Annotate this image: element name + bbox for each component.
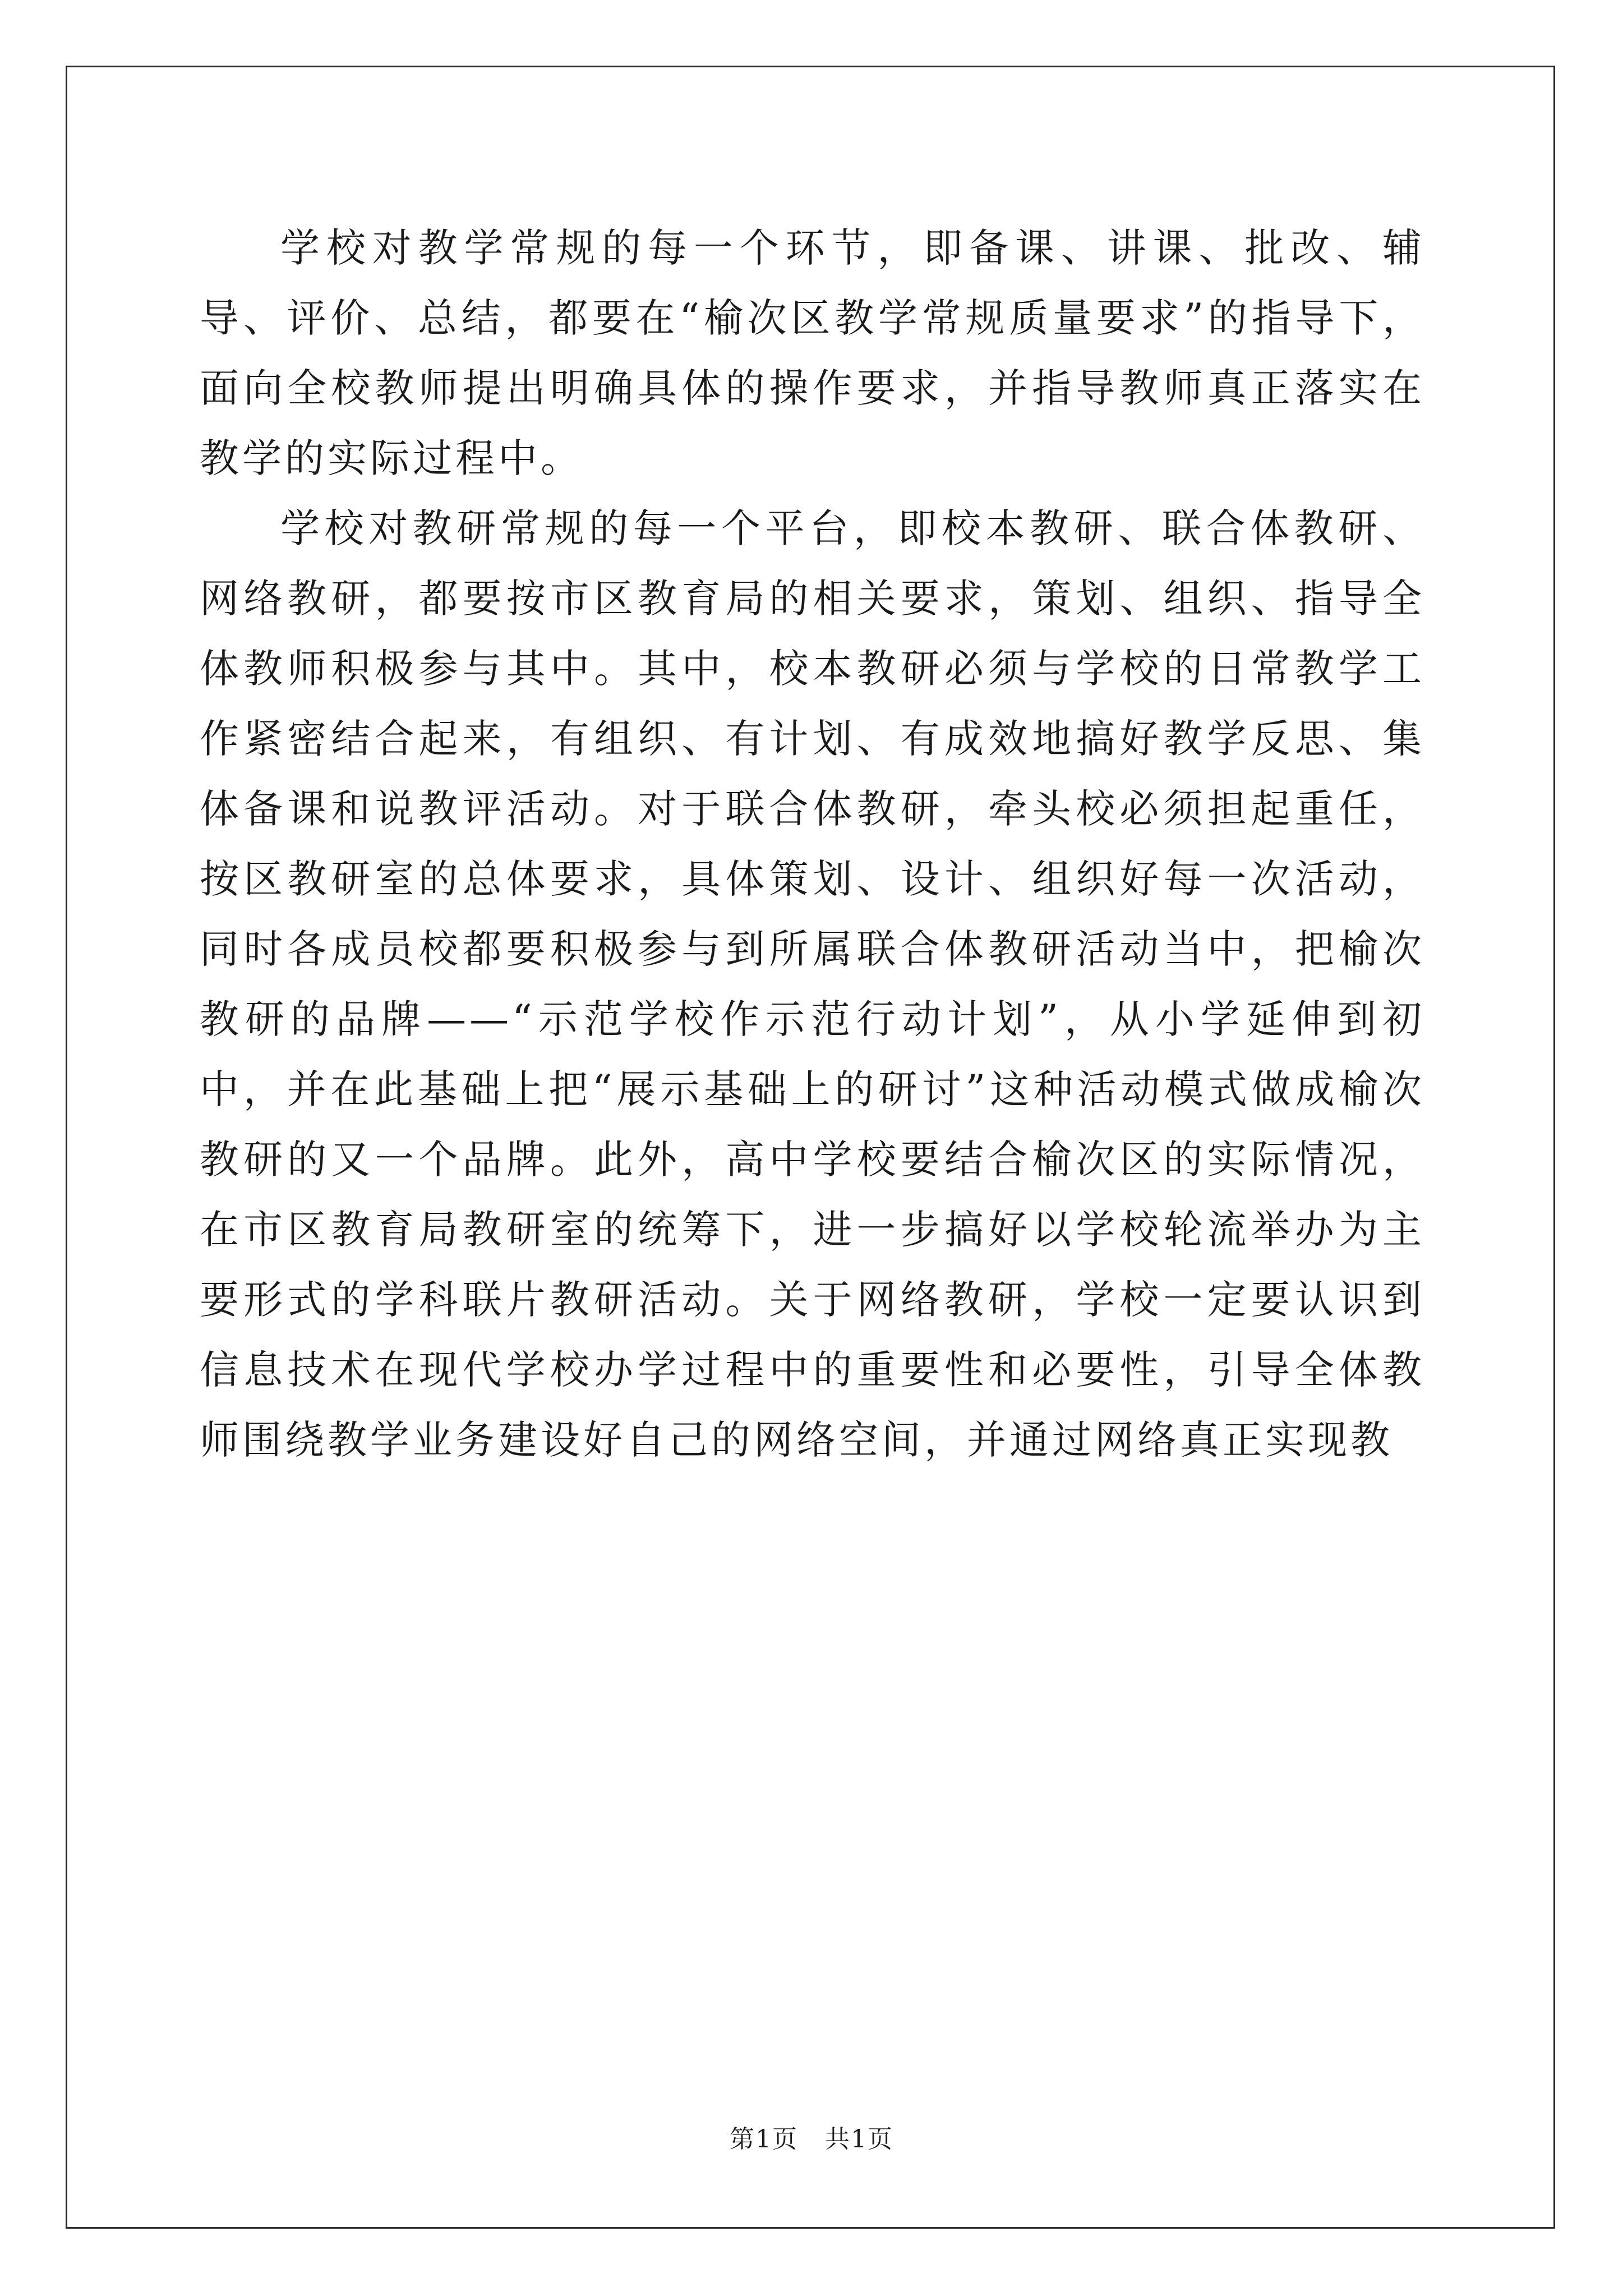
paragraph-research-routine: 学校对教研常规的每一个平台，即校本教研、联合体教研、网络教研，都要按市区教育局的相关要求，策划、组织、指导全体教师积极参与其中。其中，校本教研必须与学校的日常教学工作紧密结合起来，有组织、有计划、有成效地搞好教学反思、集体备课和说教评活动。对于联合体教研，牵头校必须担起重任，按区教研室的总体要求，具体策划、设计、组织好每一次活动，同时各成员校都要积极参与到所属联合体教研活动当中，把榆次教研的品牌——“示范学校作示范行动计划”，从小学延伸到初中，并在此基础上把“展示基础上的研讨”这种活动模式做成榆次教研的又一个品牌。此外，高中学校要结合榆次区的实际情况，在市区教育局教研室的统筹下，进一步搞好以学校轮流举办为主要形式的学科联片教研活动。关于网络教研，学校一定要认识到信息技术在现代学校办学过程中的重要性和必要性，引导全体教师围绕教学业务建设好自己的网络空间，并通过网络真正实现教 bbox=[200, 505, 1425, 1463]
paragraph-teaching-routine: 学校对教学常规的每一个环节，即备课、讲课、批改、辅导、评价、总结，都要在“榆次区教学常规质量要求”的指导下，面向全校教师提出明确具体的操作要求，并指导教师真正落实在教学的实际过程中。 bbox=[200, 225, 1425, 481]
page-number-current: 第1页 bbox=[730, 2125, 798, 2154]
document-body bbox=[200, 213, 1425, 1475]
page-footer bbox=[0, 2124, 1623, 2155]
page-number-total: 共1页 bbox=[825, 2125, 893, 2154]
